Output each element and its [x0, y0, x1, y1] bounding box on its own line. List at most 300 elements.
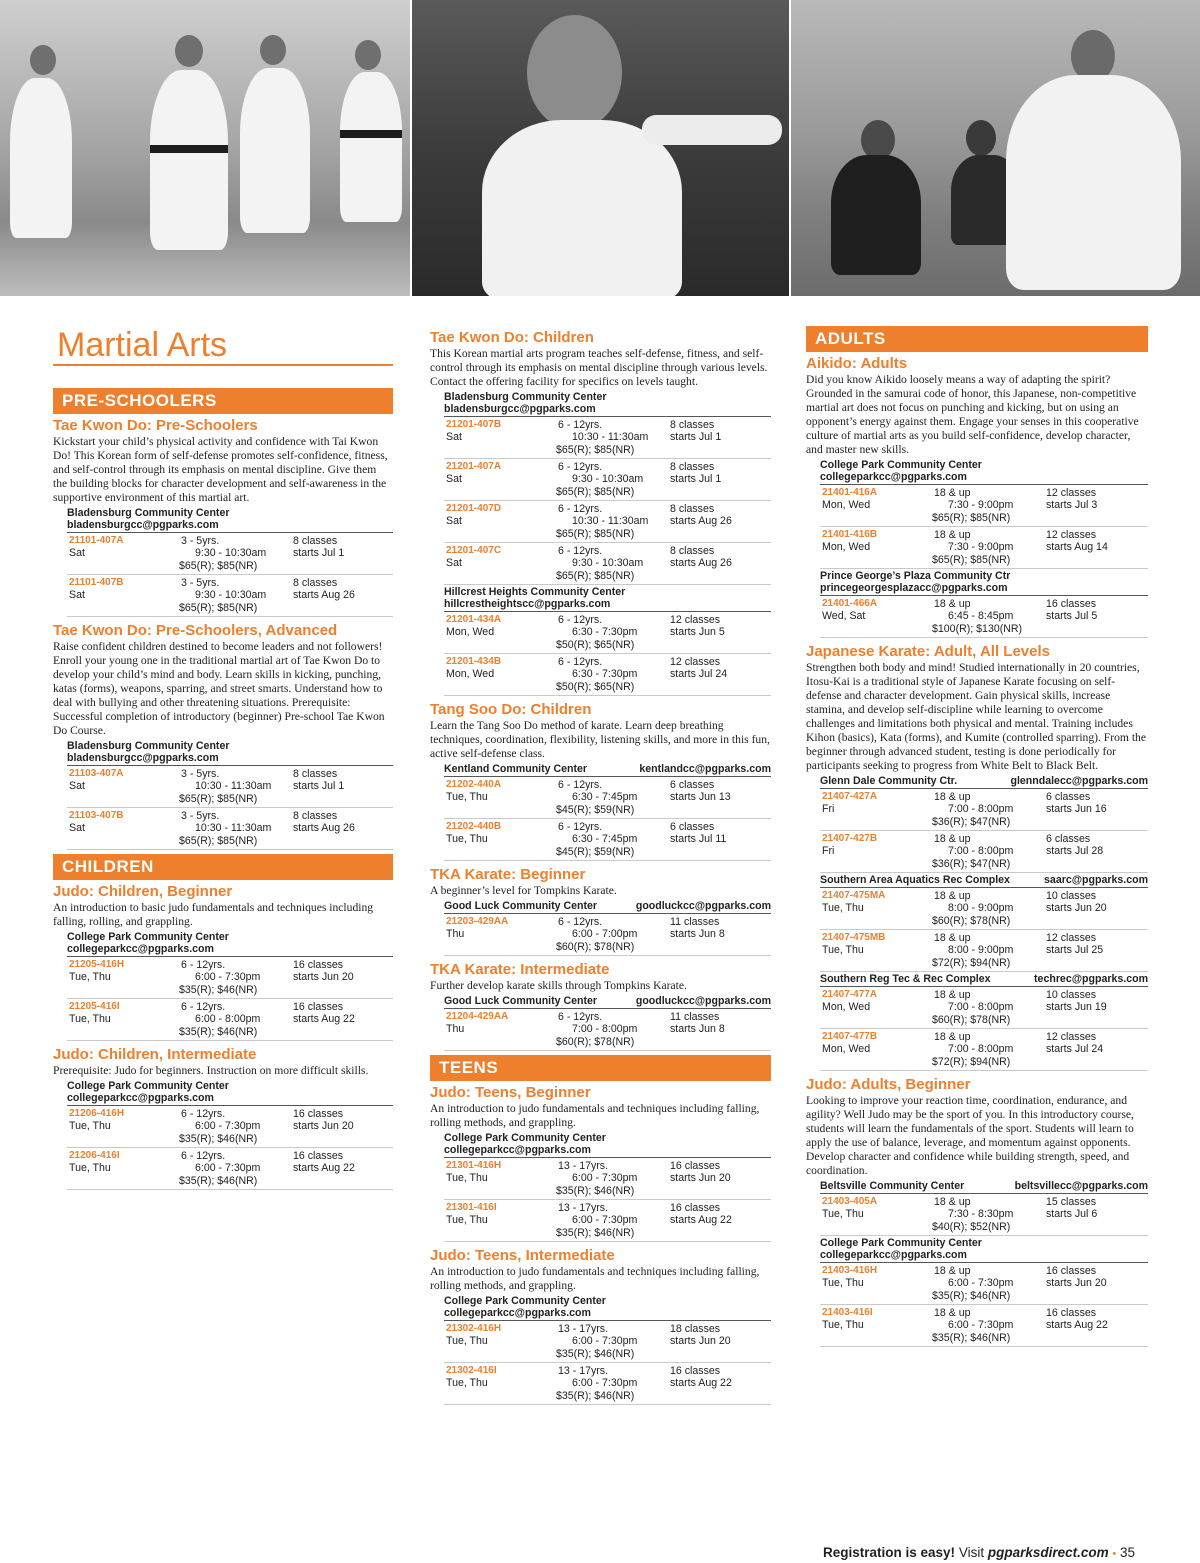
course-code[interactable]: 21407-475MB — [822, 932, 886, 943]
class-ages: 6 - 12yrs. — [181, 1108, 226, 1120]
class-start-date: starts Jul 5 — [1046, 610, 1098, 622]
course-code[interactable]: 21401-466A — [822, 598, 878, 609]
location-line — [820, 1237, 1148, 1249]
class-days: Tue, Thu — [69, 971, 111, 983]
course-code[interactable]: 21302-416H — [446, 1323, 502, 1334]
location-line — [67, 519, 393, 531]
class-days: Fri — [822, 845, 835, 857]
course-block — [430, 865, 771, 956]
class-fee: $35(R); $46(NR) — [179, 1026, 258, 1038]
class-ages: 6 - 12yrs. — [558, 821, 603, 833]
location-email[interactable]: hillcrestheightscc@pgparks.com — [444, 598, 611, 610]
class-days: Tue, Thu — [69, 1120, 111, 1132]
course-code[interactable]: 21103-407A — [69, 768, 124, 779]
class-days: Fri — [822, 803, 835, 815]
course-code[interactable]: 21103-407B — [69, 810, 124, 821]
class-fee: $45(R); $59(NR) — [556, 846, 635, 858]
class-ages: 6 - 12yrs. — [558, 916, 603, 928]
class-time: 7:00 - 8:00pm — [948, 845, 1014, 857]
section-band: PRE-SCHOOLERS — [53, 388, 393, 414]
course-description: Further develop karate skills through Tompkins Karate. — [430, 979, 687, 992]
class-row — [444, 501, 771, 543]
location-email[interactable]: goodluckcc@pgparks.com — [635, 995, 771, 1007]
course-block — [53, 1045, 393, 1190]
class-time: 6:45 - 8:45pm — [948, 610, 1014, 622]
class-row — [820, 789, 1148, 831]
class-ages: 18 & up — [934, 1307, 971, 1319]
class-start-date: starts Aug 14 — [1046, 541, 1108, 553]
class-fee: $65(R); $85(NR) — [932, 512, 1011, 524]
class-count: 10 classes — [1046, 989, 1097, 1001]
class-time: 9:30 - 10:30am — [195, 589, 267, 601]
course-code[interactable]: 21301-416H — [446, 1160, 502, 1171]
class-row — [444, 459, 771, 501]
class-start-date: starts Jul 1 — [293, 547, 345, 559]
class-days: Thu — [446, 1023, 465, 1035]
class-fee: $65(R); $85(NR) — [556, 486, 635, 498]
location-name: College Park Community Center — [820, 459, 982, 471]
location-line — [820, 1249, 1148, 1261]
class-fee: $35(R); $46(NR) — [556, 1390, 635, 1402]
location-line — [67, 507, 393, 519]
class-start-date: starts Aug 22 — [670, 1214, 732, 1226]
class-ages: 18 & up — [934, 1031, 971, 1043]
location-line — [67, 1080, 393, 1092]
course-code[interactable]: 21403-416I — [822, 1307, 873, 1318]
course-code[interactable]: 21204-429AA — [446, 1011, 509, 1022]
location-name: Southern Area Aquatics Rec Complex — [820, 874, 1010, 886]
class-row — [444, 1009, 771, 1051]
class-row — [820, 1194, 1148, 1236]
class-count: 16 classes — [1046, 598, 1097, 610]
location-line — [820, 570, 1148, 582]
class-time: 6:00 - 7:30pm — [572, 1214, 638, 1226]
class-time: 10:30 - 11:30am — [195, 780, 272, 792]
course-code[interactable]: 21202-440B — [446, 821, 502, 832]
class-fee: $36(R); $47(NR) — [932, 816, 1011, 828]
class-fee: $60(R); $78(NR) — [556, 1036, 635, 1048]
class-start-date: starts Jul 1 — [670, 431, 722, 443]
class-time: 6:00 - 7:30pm — [195, 971, 261, 983]
location-email[interactable]: beltsvillecc@pgparks.com — [1014, 1180, 1148, 1192]
class-days: Tue, Thu — [822, 902, 864, 914]
class-time: 6:00 - 7:30pm — [572, 1377, 638, 1389]
section-band: CHILDREN — [53, 854, 393, 880]
column-2 — [430, 326, 771, 1409]
location-line — [67, 943, 393, 955]
class-time: 8:00 - 9:00pm — [948, 944, 1014, 956]
location-line — [444, 1144, 771, 1156]
class-fee: $50(R); $65(NR) — [556, 681, 635, 693]
location-email[interactable]: collegeparkcc@pgparks.com — [67, 943, 214, 955]
class-days: Tue, Thu — [822, 1277, 864, 1289]
class-time: 10:30 - 11:30am — [572, 431, 649, 443]
location-header — [444, 1132, 771, 1158]
class-days: Sat — [446, 557, 462, 569]
course-code[interactable]: 21202-440A — [446, 779, 502, 790]
location-name: College Park Community Center — [67, 931, 229, 943]
location-email[interactable]: collegeparkcc@pgparks.com — [820, 1249, 967, 1261]
class-fee: $35(R); $46(NR) — [556, 1185, 635, 1197]
class-start-date: starts Jul 28 — [1046, 845, 1104, 857]
location-email[interactable]: glenndalecc@pgparks.com — [1010, 775, 1148, 787]
section-band: ADULTS — [806, 326, 1148, 352]
course-code[interactable]: 21205-416H — [69, 959, 125, 970]
course-code[interactable]: 21201-407C — [446, 545, 502, 556]
location-email[interactable]: princegeorgesplazacc@pgparks.com — [820, 582, 1008, 594]
location-email[interactable]: bladensburgcc@pgparks.com — [444, 403, 596, 415]
class-row — [820, 596, 1148, 638]
class-ages: 6 - 12yrs. — [558, 461, 603, 473]
course-code[interactable]: 21206-416H — [69, 1108, 125, 1119]
course-code[interactable]: 21201-434A — [446, 614, 502, 625]
class-time: 7:00 - 8:00pm — [948, 803, 1014, 815]
photo-boy-punching — [412, 0, 788, 296]
course-block — [430, 700, 771, 861]
location-name: Good Luck Community Center — [444, 995, 598, 1007]
class-days: Tue, Thu — [822, 1208, 864, 1220]
class-fee: $72(R); $94(NR) — [932, 957, 1011, 969]
class-time: 9:30 - 10:30am — [572, 557, 644, 569]
class-days: Sat — [69, 780, 85, 792]
footer-site-link[interactable]: pgparksdirect.com — [987, 1545, 1109, 1560]
class-ages: 3 - 5yrs. — [181, 810, 220, 822]
class-ages: 18 & up — [934, 932, 971, 944]
location-line — [820, 582, 1148, 594]
class-count: 6 classes — [1046, 791, 1091, 803]
class-ages: 6 - 12yrs. — [558, 656, 603, 668]
location-name: College Park Community Center — [444, 1295, 606, 1307]
footer-lead: Registration is easy! — [823, 1545, 956, 1560]
location-email[interactable]: bladensburgcc@pgparks.com — [67, 752, 219, 764]
class-ages: 18 & up — [934, 529, 971, 541]
course-code[interactable]: 21407-477B — [822, 1031, 878, 1042]
class-fee: $40(R); $52(NR) — [932, 1221, 1011, 1233]
location-header — [820, 874, 1148, 888]
class-row — [820, 1263, 1148, 1305]
class-row — [67, 999, 393, 1041]
class-days: Mon, Wed — [822, 541, 871, 553]
course-title: Tae Kwon Do: Pre-Schoolers, Advanced — [53, 622, 338, 639]
course-code[interactable]: 21403-416H — [822, 1265, 878, 1276]
location-email[interactable]: saarc@pgparks.com — [1044, 874, 1148, 886]
class-ages: 3 - 5yrs. — [181, 535, 220, 547]
class-count: 12 classes — [670, 614, 721, 626]
class-row — [67, 1148, 393, 1190]
class-time: 9:30 - 10:30am — [572, 473, 644, 485]
location-header — [444, 586, 771, 612]
location-line — [444, 1132, 771, 1144]
class-row — [67, 766, 393, 808]
course-block — [430, 1083, 771, 1242]
footer-visit: Visit — [958, 1545, 985, 1560]
location-email[interactable]: techrec@pgparks.com — [1034, 973, 1148, 985]
class-count: 6 classes — [1046, 833, 1091, 845]
course-code[interactable]: 21401-416A — [822, 487, 878, 498]
class-ages: 18 & up — [934, 1265, 971, 1277]
location-line — [444, 1295, 771, 1307]
class-fee: $35(R); $46(NR) — [179, 984, 258, 996]
class-time: 7:00 - 8:00pm — [948, 1043, 1014, 1055]
class-row — [444, 543, 771, 585]
course-title: Judo: Children, Beginner — [53, 883, 233, 900]
class-count: 8 classes — [670, 545, 715, 557]
class-fee: $35(R); $46(NR) — [556, 1227, 635, 1239]
location-header — [67, 740, 393, 766]
class-start-date: starts Jul 25 — [1046, 944, 1104, 956]
class-ages: 18 & up — [934, 833, 971, 845]
class-row — [444, 612, 771, 654]
location-header — [820, 973, 1148, 987]
class-days: Tue, Thu — [822, 1319, 864, 1331]
class-ages: 6 - 12yrs. — [181, 1150, 226, 1162]
course-code[interactable]: 21407-475MA — [822, 890, 886, 901]
location-header — [444, 900, 771, 914]
class-ages: 13 - 17yrs. — [558, 1323, 609, 1335]
class-count: 12 classes — [1046, 487, 1097, 499]
location-name: Good Luck Community Center — [444, 900, 598, 912]
course-title: Japanese Karate: Adult, All Levels — [806, 643, 1050, 660]
class-days: Sat — [446, 473, 462, 485]
class-row — [444, 819, 771, 861]
class-count: 12 classes — [1046, 932, 1097, 944]
location-header — [820, 570, 1148, 596]
class-ages: 6 - 12yrs. — [181, 959, 226, 971]
course-block — [53, 621, 393, 850]
class-ages: 18 & up — [934, 598, 971, 610]
class-row — [444, 1200, 771, 1242]
class-ages: 6 - 12yrs. — [181, 1001, 226, 1013]
location-header — [67, 931, 393, 957]
class-days: Tue, Thu — [69, 1013, 111, 1025]
course-title: Judo: Adults, Beginner — [806, 1076, 971, 1093]
location-name: College Park Community Center — [67, 1080, 229, 1092]
class-fee: $35(R); $46(NR) — [179, 1133, 258, 1145]
class-start-date: starts Jun 20 — [670, 1335, 731, 1347]
location-header — [820, 1237, 1148, 1263]
course-block — [53, 416, 393, 617]
location-email[interactable]: collegeparkcc@pgparks.com — [67, 1092, 214, 1104]
class-fee: $100(R); $130(NR) — [932, 623, 1023, 635]
class-start-date: starts Jul 24 — [1046, 1043, 1104, 1055]
course-code[interactable]: 21301-416I — [446, 1202, 497, 1213]
class-row — [820, 831, 1148, 873]
class-row — [444, 914, 771, 956]
course-code[interactable]: 21101-407B — [69, 577, 124, 588]
class-fee: $35(R); $46(NR) — [556, 1348, 635, 1360]
class-days: Mon, Wed — [446, 668, 495, 680]
class-start-date: starts Aug 26 — [670, 515, 732, 527]
class-ages: 13 - 17yrs. — [558, 1365, 609, 1377]
course-title: TKA Karate: Intermediate — [430, 961, 610, 978]
class-ages: 6 - 12yrs. — [558, 614, 603, 626]
class-time: 7:30 - 9:00pm — [948, 541, 1014, 553]
class-count: 8 classes — [293, 810, 338, 822]
location-line — [444, 1307, 771, 1319]
location-name: Bladensburg Community Center — [67, 507, 230, 519]
location-header — [444, 391, 771, 417]
location-name: Hillcrest Heights Community Center — [444, 586, 626, 598]
class-days: Mon, Wed — [822, 1043, 871, 1055]
column-1 — [53, 326, 393, 1194]
class-start-date: starts Jun 20 — [293, 971, 354, 983]
course-code[interactable]: 21203-429AA — [446, 916, 509, 927]
location-email[interactable]: collegeparkcc@pgparks.com — [444, 1144, 591, 1156]
class-ages: 18 & up — [934, 487, 971, 499]
location-header — [820, 1180, 1148, 1194]
course-block — [430, 328, 771, 696]
class-count: 15 classes — [1046, 1196, 1097, 1208]
page-number: 35 — [1120, 1545, 1136, 1560]
class-ages: 6 - 12yrs. — [558, 779, 603, 791]
course-description: An introduction to judo fundamentals and techniques including falling, rolling methods, and grappling. — [430, 1102, 760, 1129]
course-code[interactable]: 21206-416I — [69, 1150, 120, 1161]
course-block — [430, 960, 771, 1051]
class-fee: $60(R); $78(NR) — [932, 1014, 1011, 1026]
class-days: Sat — [69, 822, 85, 834]
location-email[interactable]: collegeparkcc@pgparks.com — [820, 471, 967, 483]
location-email[interactable]: collegeparkcc@pgparks.com — [444, 1307, 591, 1319]
class-ages: 6 - 12yrs. — [558, 503, 603, 515]
course-code[interactable]: 21201-434B — [446, 656, 502, 667]
class-count: 12 classes — [670, 656, 721, 668]
course-title: Judo: Children, Intermediate — [53, 1046, 257, 1063]
class-fee: $35(R); $46(NR) — [932, 1332, 1011, 1344]
location-name: College Park Community Center — [820, 1237, 982, 1249]
location-line — [444, 586, 771, 598]
class-start-date: starts Jun 13 — [670, 791, 731, 803]
class-fee: $36(R); $47(NR) — [932, 858, 1011, 870]
photo-strip — [0, 0, 1200, 296]
location-name: College Park Community Center — [444, 1132, 606, 1144]
class-time: 6:00 - 8:00pm — [195, 1013, 261, 1025]
section-band: TEENS — [430, 1055, 771, 1081]
class-row — [820, 485, 1148, 527]
class-row — [67, 808, 393, 850]
course-description: Strengthen both body and mind! Studied internationally in 20 countries, Itosu-Kai is a traditional style of Japanese Karate focusing on self-defense and character development. Gain physical skills, increase stamina, and develop self-discipline while learning to overcome challenges and limitations both physical and mental. Training includes Kihon (basics), Kata (forms), and Kumite (controlled sparring). From the beginner through advanced student, testing is done periodically for participants seeking to progress from White Belt to Black Belt. — [806, 661, 1146, 772]
class-time: 7:00 - 8:00pm — [948, 1001, 1014, 1013]
class-count: 16 classes — [670, 1365, 721, 1377]
class-time: 7:00 - 8:00pm — [572, 1023, 638, 1035]
location-line — [67, 1092, 393, 1104]
class-time: 6:30 - 7:45pm — [572, 833, 638, 845]
class-start-date: starts Aug 22 — [1046, 1319, 1108, 1331]
class-days: Tue, Thu — [446, 1335, 488, 1347]
class-fee: $60(R); $78(NR) — [932, 915, 1011, 927]
course-code[interactable]: 21205-416I — [69, 1001, 120, 1012]
class-count: 8 classes — [293, 577, 338, 589]
photo-children-karate-class — [0, 0, 410, 296]
class-time: 6:30 - 7:30pm — [572, 668, 638, 680]
location-email[interactable]: kentlandcc@pgparks.com — [639, 763, 771, 775]
location-line — [444, 995, 771, 1007]
class-days: Tue, Thu — [446, 1377, 488, 1389]
course-title: TKA Karate: Beginner — [430, 866, 586, 883]
course-code[interactable]: 21201-407D — [446, 503, 502, 514]
course-code[interactable]: 21407-477A — [822, 989, 878, 1000]
class-time: 6:00 - 7:00pm — [572, 928, 638, 940]
class-time: 9:30 - 10:30am — [195, 547, 267, 559]
location-header — [444, 995, 771, 1009]
class-fee: $60(R); $78(NR) — [556, 941, 635, 953]
course-title: Judo: Teens, Intermediate — [430, 1247, 615, 1264]
class-count: 16 classes — [670, 1160, 721, 1172]
location-name: Southern Reg Tec & Rec Complex — [820, 973, 991, 985]
class-time: 7:30 - 8:30pm — [948, 1208, 1014, 1220]
course-description: An introduction to judo fundamentals and techniques including falling, rolling methods, and grappling. — [430, 1265, 760, 1292]
class-days: Mon, Wed — [446, 626, 495, 638]
class-count: 10 classes — [1046, 890, 1097, 902]
course-description: An introduction to basic judo fundamentals and techniques including falling, rolling, and grappling. — [53, 901, 374, 928]
class-count: 16 classes — [293, 1150, 344, 1162]
class-count: 11 classes — [670, 916, 720, 928]
location-line — [444, 900, 771, 912]
class-start-date: starts Aug 22 — [670, 1377, 732, 1389]
class-count: 16 classes — [293, 1108, 344, 1120]
course-code[interactable]: 21201-407A — [446, 461, 502, 472]
location-email[interactable]: bladensburgcc@pgparks.com — [67, 519, 219, 531]
class-start-date: starts Jul 24 — [670, 668, 728, 680]
class-row — [67, 575, 393, 617]
class-count: 8 classes — [293, 535, 338, 547]
class-days: Tue, Thu — [446, 1214, 488, 1226]
location-name: Bladensburg Community Center — [444, 391, 607, 403]
class-fee: $65(R); $85(NR) — [179, 560, 258, 572]
class-time: 6:00 - 7:30pm — [948, 1319, 1014, 1331]
class-count: 16 classes — [670, 1202, 721, 1214]
class-start-date: starts Aug 26 — [293, 589, 355, 601]
photo-adults-aikido — [791, 0, 1200, 296]
location-email[interactable]: goodluckcc@pgparks.com — [635, 900, 771, 912]
class-start-date: starts Jun 20 — [1046, 902, 1107, 914]
class-row — [67, 957, 393, 999]
location-name: Beltsville Community Center — [820, 1180, 965, 1192]
course-code[interactable]: 21403-405A — [822, 1196, 878, 1207]
class-count: 8 classes — [293, 768, 338, 780]
class-fee: $65(R); $85(NR) — [556, 444, 635, 456]
course-block — [430, 1246, 771, 1405]
class-count: 18 classes — [670, 1323, 721, 1335]
course-code[interactable]: 21302-416I — [446, 1365, 497, 1376]
class-start-date: starts Aug 26 — [670, 557, 732, 569]
course-description: Raise confident children destined to become leaders and not followers! Enroll your young one in the traditional martial art of Tae Kwon Do to develop your child’s mind and body. Learn skills in kicking, punching, katas (forms), weapons, sparring, and street smarts. Understand how to deal with bullying and other threatening situations. Prerequisite: Successful completion of introductory (beginner) Pre-school Tae Kwon Do Course. — [53, 640, 385, 737]
course-code[interactable]: 21201-407B — [446, 419, 502, 430]
class-start-date: starts Jun 20 — [293, 1120, 354, 1132]
course-description: This Korean martial arts program teaches self-defense, fitness, and self-control through its emphasis on mental discipline through various levels. Contact the offering facility for specifics on levels taught. — [430, 347, 768, 388]
class-days: Sat — [446, 431, 462, 443]
location-line — [820, 973, 1148, 985]
page-title: Martial Arts — [53, 326, 393, 366]
column-3 — [806, 326, 1148, 1351]
course-title: Tae Kwon Do: Children — [430, 329, 594, 346]
class-ages: 6 - 12yrs. — [558, 1011, 603, 1023]
class-count: 16 classes — [293, 959, 344, 971]
class-days: Tue, Thu — [446, 791, 488, 803]
course-code[interactable]: 21401-416B — [822, 529, 878, 540]
class-fee: $35(R); $46(NR) — [932, 1290, 1011, 1302]
class-count: 8 classes — [670, 461, 715, 473]
class-fee: $65(R); $85(NR) — [556, 528, 635, 540]
class-row — [820, 987, 1148, 1029]
course-code[interactable]: 21407-427B — [822, 833, 878, 844]
course-code[interactable]: 21407-427A — [822, 791, 878, 802]
class-time: 6:00 - 7:30pm — [195, 1162, 261, 1174]
course-code[interactable]: 21101-407A — [69, 535, 124, 546]
class-ages: 18 & up — [934, 890, 971, 902]
class-row — [444, 1321, 771, 1363]
class-ages: 18 & up — [934, 1196, 971, 1208]
location-line — [67, 931, 393, 943]
